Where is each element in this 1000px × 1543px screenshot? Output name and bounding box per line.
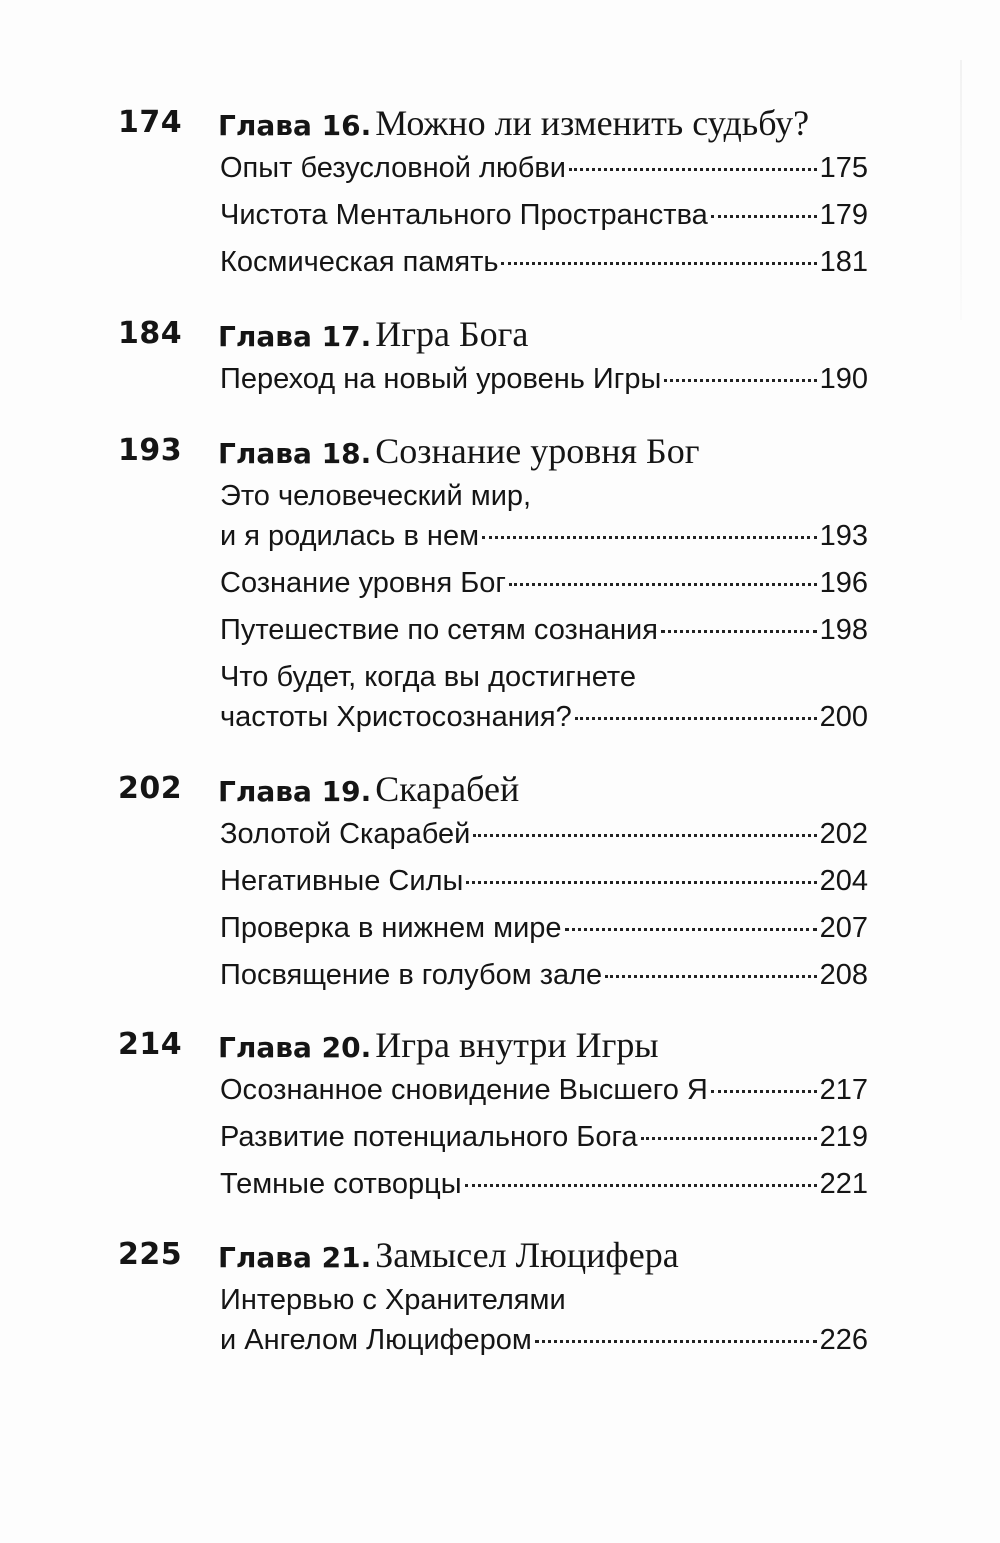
toc-entry [220,1070,868,1110]
chapter-19 [118,766,878,1002]
entry-page-number: 175 [819,152,868,184]
entry-title: Чистота Ментального Пространства [220,199,708,231]
entry-page-number: 179 [819,199,868,231]
entry-title: Темные сотворцы [220,1168,462,1200]
chapter-label: Глава 20. [218,1031,372,1064]
entry-page-number: 208 [819,959,868,991]
chapter-17 [118,311,878,406]
chapter-entries [220,359,868,399]
dot-leader [605,975,816,978]
dot-leader [501,262,816,265]
entry-page-number: 202 [819,818,868,850]
dot-leader [565,928,817,931]
dot-leader [711,215,817,218]
chapter-16 [118,100,878,289]
chapter-name: Можно ли изменить судьбу? [375,103,810,143]
scan-shadow [960,60,962,320]
toc-entry [220,242,868,282]
entry-title: Опыт безусловной любви [220,152,566,184]
chapter-page-number: 214 [118,1027,183,1062]
entry-title-line1: Что будет, когда вы достигнете [220,661,636,693]
chapter-page-number: 225 [118,1237,183,1272]
entry-page-number: 221 [819,1168,868,1200]
dot-leader [535,1340,817,1343]
toc-entry [220,657,868,737]
toc-entry [220,148,868,188]
toc-entry [220,908,868,948]
dot-leader [465,1184,817,1187]
entry-title: Переход на новый уровень Игры [220,363,662,395]
entry-page-number: 226 [819,1324,868,1356]
entry-page-number: 193 [819,520,868,552]
entry-title-line1: Интервью с Хранителями [220,1284,566,1316]
chapter-21 [118,1232,878,1367]
chapter-entries [220,148,868,282]
entry-page-number: 200 [819,701,868,733]
dot-leader [569,168,817,171]
entry-title: Посвящение в голубом зале [220,959,603,991]
chapter-heading [118,100,878,146]
chapter-page-number: 193 [118,433,183,468]
chapter-title [218,311,528,365]
toc-entry [220,359,868,399]
chapter-label: Глава 17. [218,320,372,353]
chapter-entries [220,1070,868,1204]
entry-title: Сознание уровня Бог [220,567,506,599]
entry-title: и Ангелом Люцифером [220,1324,532,1356]
entry-page-number: 204 [819,865,868,897]
chapter-heading [118,1022,878,1068]
entry-title: Золотой Скарабей [220,818,471,850]
entry-title: и я родилась в нем [220,520,480,552]
dot-leader [466,881,816,884]
entry-page-number: 219 [819,1121,868,1153]
chapter-entries [220,1280,868,1360]
chapter-name: Скарабей [375,769,520,809]
dot-leader [641,1137,817,1140]
entry-title: Путешествие по сетям сознания [220,614,658,646]
entry-page-number: 217 [819,1074,868,1106]
dot-leader [664,379,816,382]
dot-leader [711,1090,817,1093]
chapter-18 [118,428,878,744]
entry-title-line1: Это человеческий мир, [220,480,532,512]
chapter-heading [118,311,878,357]
entry-title: Проверка в нижнем мире [220,912,562,944]
toc-entry [220,1164,868,1204]
entry-title: Развитие потенциального Бога [220,1121,638,1153]
chapter-label: Глава 21. [218,1241,372,1274]
entry-page-number: 190 [819,363,868,395]
chapter-heading [118,1232,878,1278]
toc-entry [220,1117,868,1157]
dot-leader [473,834,816,837]
entry-title: Негативные Силы [220,865,464,897]
toc-entry [220,814,868,854]
entry-page-number: 207 [819,912,868,944]
entry-title: Осознанное сновидение Высшего Я [220,1074,708,1106]
toc-entry [220,476,868,556]
toc-entry [220,955,868,995]
chapter-page-number: 202 [118,771,183,806]
dot-leader [482,536,817,539]
chapter-entries [220,476,868,737]
toc-entry [220,195,868,235]
entry-page-number: 196 [819,567,868,599]
chapter-heading [118,766,878,812]
toc-entry [220,563,868,603]
dot-leader [509,583,817,586]
chapter-name: Замысел Люцифера [375,1235,679,1275]
entry-title: Космическая память [220,246,499,278]
chapter-title [218,1022,659,1076]
chapter-title [218,428,699,482]
chapter-name: Сознание уровня Бог [375,431,700,471]
dot-leader [575,717,817,720]
chapter-name: Игра внутри Игры [375,1025,659,1065]
toc-entry [220,1280,868,1360]
chapter-title [218,100,809,154]
chapter-title [218,766,519,820]
chapter-entries [220,814,868,995]
entry-page-number: 181 [819,246,868,278]
chapter-label: Глава 19. [218,775,372,808]
chapter-label: Глава 18. [218,437,372,470]
dot-leader [661,630,817,633]
entry-title: частоты Христосознания? [220,701,572,733]
chapter-title [218,1232,679,1286]
chapter-label: Глава 16. [218,109,372,142]
toc-entry [220,861,868,901]
chapter-page-number: 174 [118,105,183,140]
chapter-heading [118,428,878,474]
chapter-page-number: 184 [118,316,183,351]
chapter-name: Игра Бога [375,314,529,354]
chapter-20 [118,1022,878,1211]
entry-page-number: 198 [819,614,868,646]
toc-entry [220,610,868,650]
